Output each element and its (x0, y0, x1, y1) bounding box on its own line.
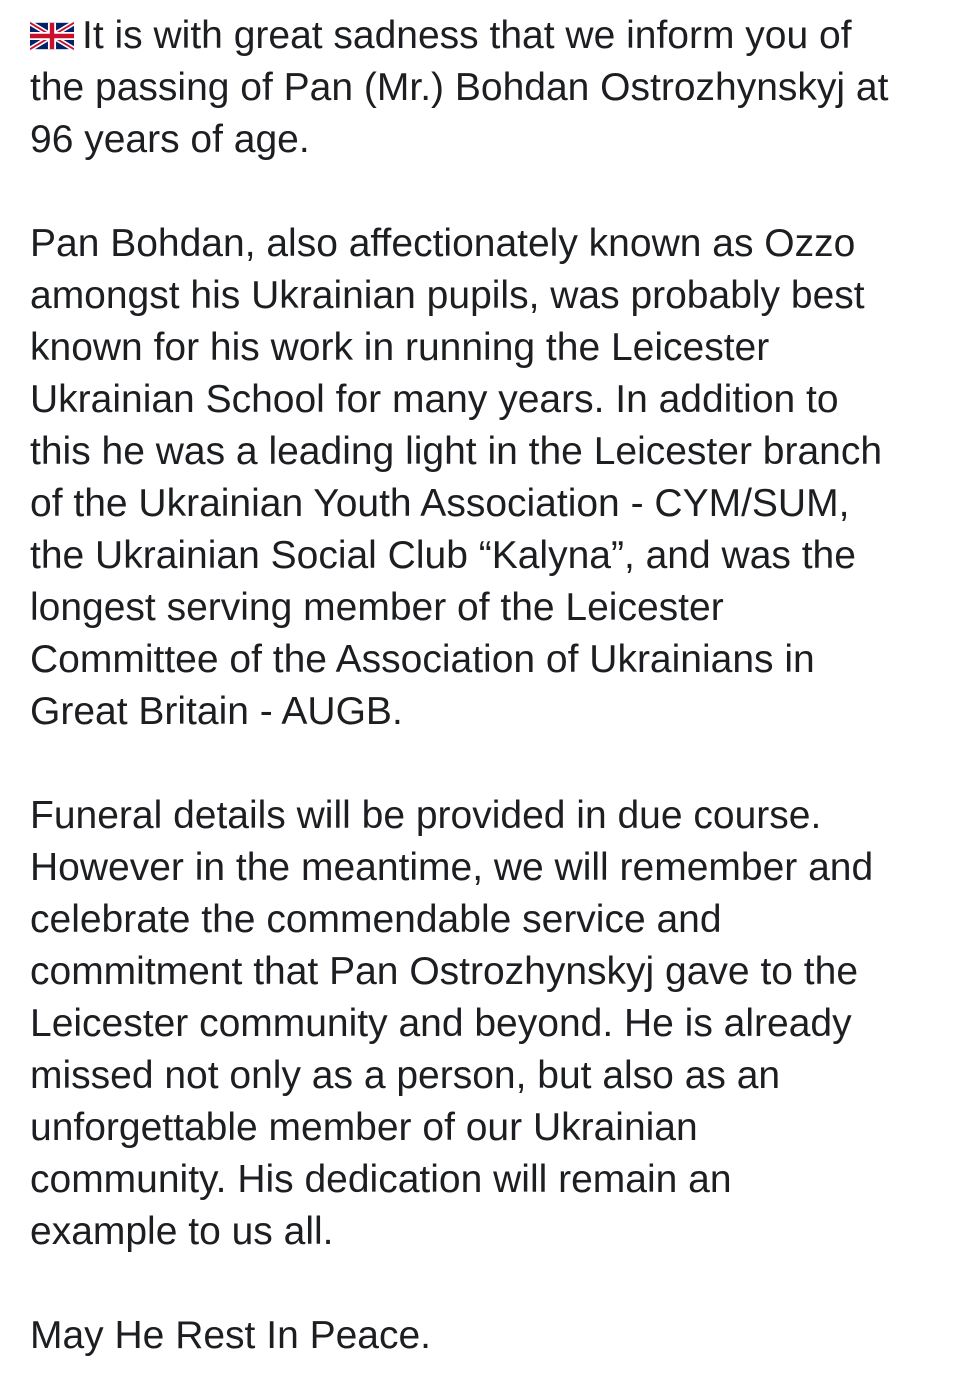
post-paragraph-biography: Pan Bohdan, also affectionately known as Ozzo amongst his Ukrainian pupils, was probably best known for his work in running the Leicester Ukrainian School for many years. In addition to this he was a leading light in the Leicester branch of the Ukrainian Youth Association - CYM/SUM, the Ukrainian Social Club “Kalyna”, and was the longest serving member of the Leicester Committee of the Association of Ukrainians in Great Britain - AUGB. (30, 222, 883, 733)
post-paragraph-closing: May He Rest In Peace. (30, 1314, 432, 1357)
paragraph-text: It is with great sadness that we inform you of the passing of Pan (Mr.) Bohdan Ostrozhynskyj at 96 years of age. (30, 14, 889, 161)
post-paragraph-funeral: Funeral details will be provided in due course. However in the meantime, we will remember and celebrate the commendable service and commitment that Pan Ostrozhynskyj gave to the Leicester community and beyond. He is already missed not only as a person, but also as an unforgettable member of our Ukrainian community. His dedication will remain an example to us all. (30, 794, 874, 1253)
post-paragraph-intro (30, 10, 940, 166)
uk-flag-icon (30, 22, 74, 50)
